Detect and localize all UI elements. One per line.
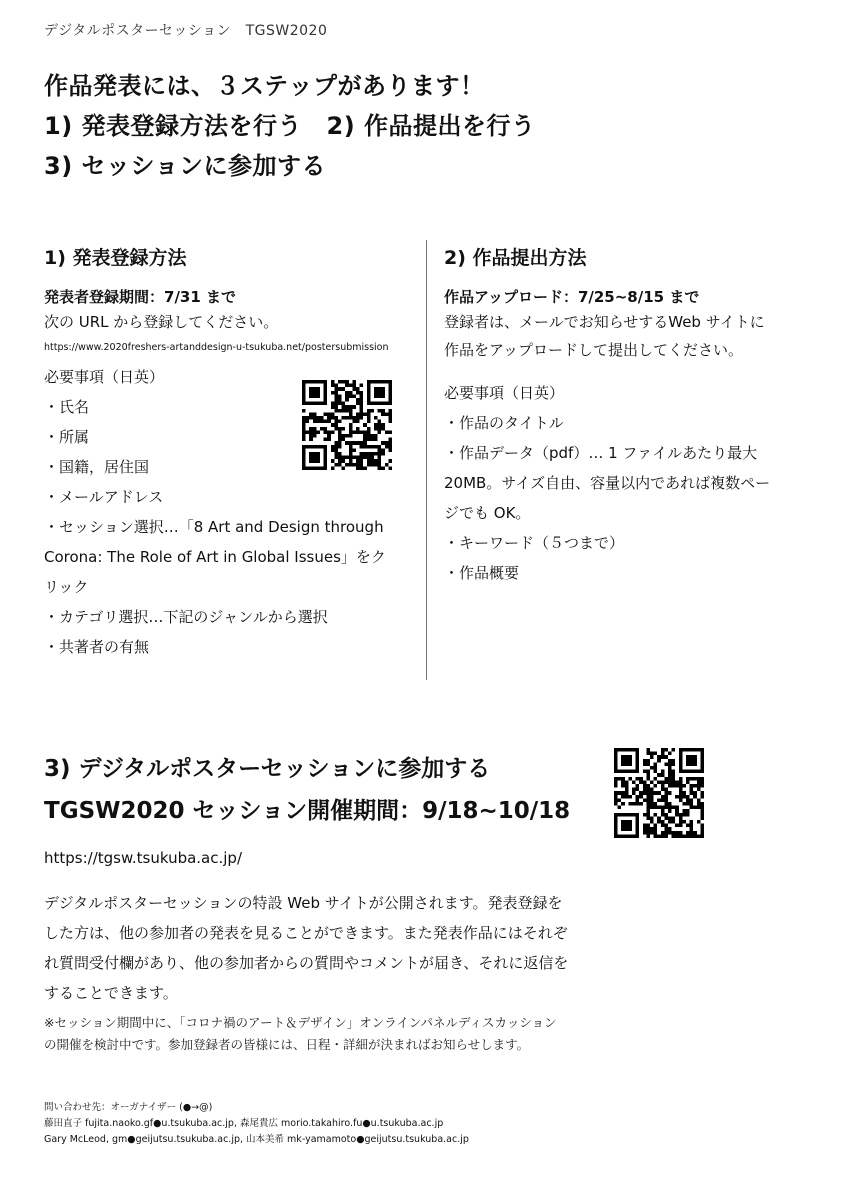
- step1-url-link[interactable]: https://www.2020freshers-artanddesign-u-tsukuba.net/postersubmission: [44, 342, 389, 353]
- step3-note: [44, 1012, 644, 1056]
- contact-line: 藤田直子 fujita.naoko.gf●u.tsukuba.ac.jp, 森尾貴広 morio.takahiro.fu●u.tsukuba.ac.jp: [44, 1118, 444, 1129]
- paragraph-line: した方は、他の参加者の発表を見ることができます。また発表作品にはそれぞ: [44, 924, 568, 942]
- contact-info: [44, 1100, 469, 1148]
- list-item: ・メールアドレス: [44, 488, 164, 506]
- page-header: デジタルポスターセッション TGSW2020: [44, 23, 328, 39]
- list-item: ・所属: [44, 428, 90, 446]
- step3-url-link[interactable]: https://tgsw.tsukuba.ac.jp/: [44, 849, 243, 867]
- note-line: の開催を検討中です。参加登録者の皆様には、日程・詳細が決まればお知らせします。: [44, 1037, 530, 1052]
- step1-required-label: 必要事項（日英）: [44, 368, 165, 386]
- list-item: ・セッション選択…「8 Art and Design through: [44, 518, 384, 536]
- column-divider: [426, 240, 427, 680]
- step2-period: 作品アップロード：7/25~8/15 まで: [444, 288, 700, 306]
- session-qr-code: [614, 748, 704, 838]
- list-item: Corona: The Role of Art in Global Issues」をク: [44, 548, 386, 566]
- list-item: ・国籍，居住国: [44, 458, 150, 476]
- registration-qr-code: [302, 380, 392, 470]
- list-item: ・作品のタイトル: [444, 414, 564, 432]
- list-item: ・キーワード（５つまで）: [444, 534, 625, 552]
- list-item: ・作品データ（pdf）… 1 ファイルあたり最大: [444, 444, 758, 462]
- contact-line: Gary McLeod, gm●geijutsu.tsukuba.ac.jp, 山本美希 mk-yamamoto●geijutsu.tsukuba.ac.jp: [44, 1134, 469, 1145]
- step1-title: 1) 発表登録方法: [44, 247, 187, 269]
- step2-instruction-line-2: 作品をアップロードして提出してください。: [444, 341, 743, 359]
- list-item: ・共著者の有無: [44, 638, 150, 656]
- paragraph-line: することできます。: [44, 984, 178, 1002]
- paragraph-line: デジタルポスターセッションの特設 Web サイトが公開されます。発表登録を: [44, 894, 563, 912]
- list-item: ジでも OK。: [444, 504, 531, 522]
- list-item: 20MB。サイズ自由、容量以内であれば複数ペー: [444, 474, 771, 492]
- list-item: ・作品概要: [444, 564, 520, 582]
- step1-instruction: 次の URL から登録してください。: [44, 313, 279, 331]
- step2-required-label: 必要事項（日英）: [444, 384, 565, 402]
- list-item: ・氏名: [44, 398, 90, 416]
- step3-title: 3) デジタルポスターセッションに参加する: [44, 756, 491, 782]
- step3-description: [44, 888, 644, 1008]
- step2-section: [444, 244, 824, 588]
- intro-block: [44, 66, 804, 186]
- list-item: リック: [44, 578, 89, 596]
- intro-line-3: 3) セッションに参加する: [44, 152, 327, 180]
- contact-line: 問い合わせ先：オーガナイザー (●→@): [44, 1102, 213, 1113]
- step2-required-list: [444, 408, 824, 588]
- paragraph-line: れ質問受付欄があり、他の参加者からの質問やコメントが届き、それに返信を: [44, 954, 569, 972]
- step2-title: 2) 作品提出方法: [444, 247, 587, 269]
- note-line: ※セッション期間中に、「コロナ禍のアート＆デザイン」オンラインパネルディスカッション: [44, 1015, 557, 1030]
- step2-instruction-line-1: 登録者は、メールでお知らせするWeb サイトに: [444, 313, 765, 331]
- intro-line-1: 作品発表には、３ステップがあります！: [44, 72, 485, 100]
- step3-session-period: TGSW2020 セッション開催期間：9/18~10/18: [44, 798, 571, 824]
- step1-period: 発表者登録期間：7/31 まで: [44, 288, 237, 306]
- list-item: ・カテゴリ選択…下記のジャンルから選択: [44, 608, 328, 626]
- intro-line-2: 1) 発表登録方法を行う 2) 作品提出を行う: [44, 112, 536, 140]
